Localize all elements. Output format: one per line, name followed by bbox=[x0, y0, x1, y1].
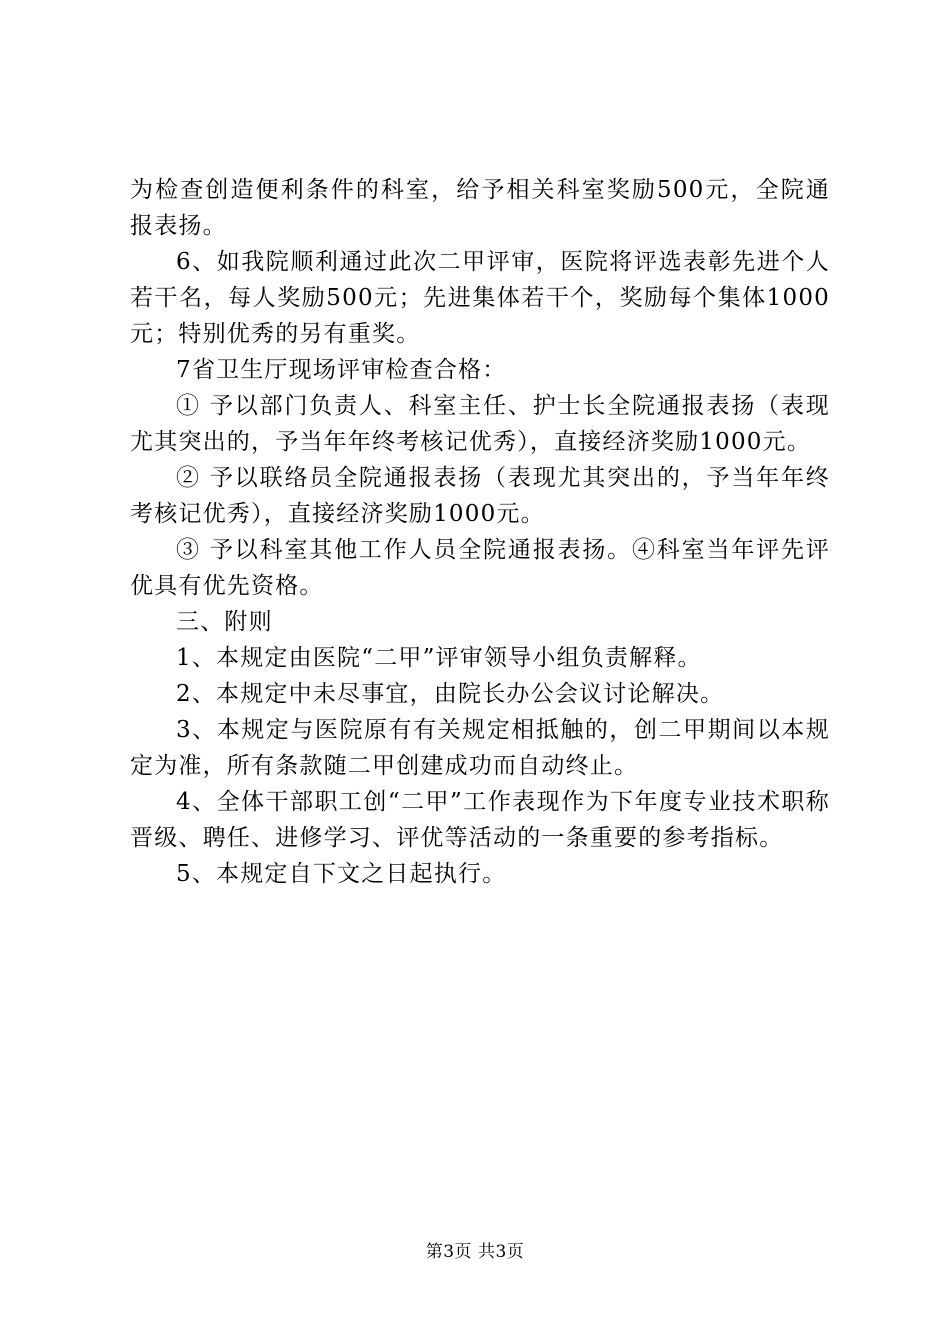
document-body bbox=[130, 172, 830, 892]
paragraph-continuation: 为检查创造便利条件的科室，给予相关科室奖励500元，全院通报表扬。 bbox=[130, 177, 830, 239]
section-heading-appendix: 三、附则 bbox=[176, 609, 273, 635]
paragraph-sub-item-2: ② 予以联络员全院通报表扬（表现尤其突出的，予当年年终考核记优秀），直接经济奖励1000元。 bbox=[130, 465, 830, 527]
paragraph-item-6: 6、如我院顺利通过此次二甲评审，医院将评选表彰先进个人若干名，每人奖励500元；先进集体若干个，奖励每个集体1000元；特别优秀的另有重奖。 bbox=[130, 249, 830, 347]
paragraph-item-7: 7省卫生厅现场评审检查合格： bbox=[176, 357, 507, 383]
appendix-item-3: 3、本规定与医院原有有关规定相抵触的，创二甲期间以本规定为准，所有条款随二甲创建成功而自动终止。 bbox=[130, 717, 830, 779]
page-footer: 第3页 共3页 bbox=[425, 1242, 525, 1262]
appendix-item-2: 2、本规定中未尽事宜，由院长办公会议讨论解决。 bbox=[176, 681, 725, 707]
paragraph-sub-item-3: ③ 予以科室其他工作人员全院通报表扬。④科室当年评先评优具有优先资格。 bbox=[130, 537, 830, 599]
appendix-item-5: 5、本规定自下文之日起执行。 bbox=[176, 861, 507, 887]
appendix-item-4: 4、全体干部职工创“二甲”工作表现作为下年度专业技术职称晋级、聘任、进修学习、评优等活动的一条重要的参考指标。 bbox=[130, 789, 830, 851]
paragraph-sub-item-1: ① 予以部门负责人、科室主任、护士长全院通报表扬（表现尤其突出的，予当年年终考核记优秀），直接经济奖励1000元。 bbox=[130, 393, 830, 455]
appendix-item-1: 1、本规定由医院“二甲”评审领导小组负责解释。 bbox=[176, 645, 702, 671]
